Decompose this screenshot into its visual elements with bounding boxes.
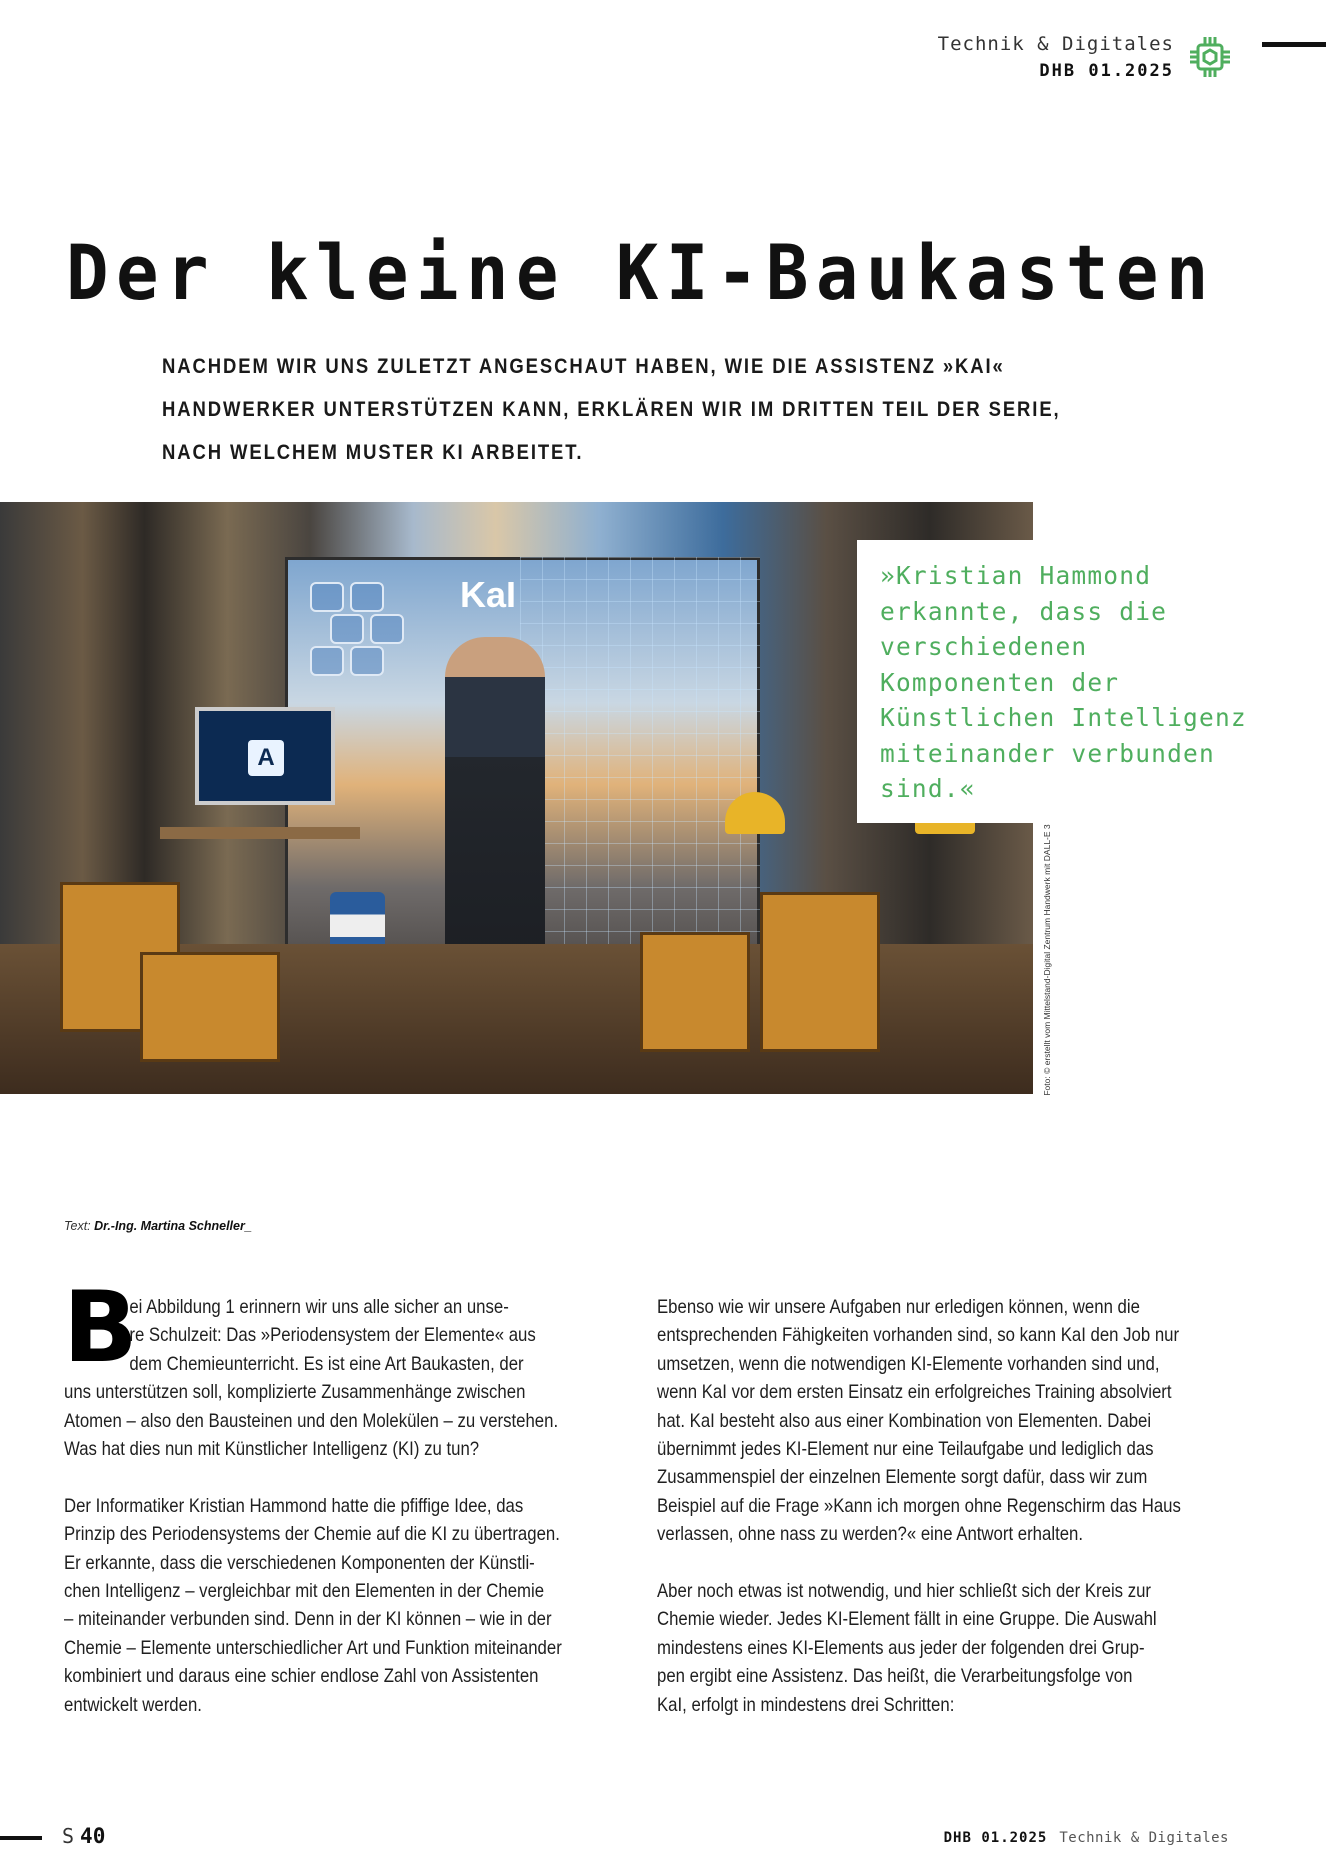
footer-section: Technik & Digitales xyxy=(1059,1830,1229,1846)
body-line: verlassen, ohne nass zu werden?« eine Antwort erhalten. xyxy=(657,1523,1084,1546)
hexagon-icon xyxy=(350,646,384,676)
body-line: Beispiel auf die Frage »Kann ich morgen ohne Regenschirm das Haus xyxy=(657,1494,1181,1517)
body-line: Atomen – also den Bausteinen und den Molekülen – zu verstehen. xyxy=(64,1409,559,1432)
body-line: – miteinander verbunden sind. Denn in der KI können – wie in der xyxy=(64,1608,552,1631)
body-line: Zusammenspiel der einzelnen Elemente sorgt dafür, dass wir zum xyxy=(657,1466,1148,1489)
photo-credit xyxy=(1033,826,1061,1094)
footer-rule xyxy=(0,1836,42,1840)
page-number xyxy=(62,1824,105,1848)
photo-toolbox xyxy=(640,932,750,1052)
body-column-left xyxy=(64,1293,645,1719)
body-line: mindestens eines KI-Elements aus jeder der folgenden drei Grup- xyxy=(657,1636,1145,1659)
body-line: dem Chemieunterricht. Es ist eine Art Baukasten, der xyxy=(129,1352,524,1375)
footer-info xyxy=(944,1830,1229,1846)
drop-cap: B xyxy=(63,1271,138,1385)
hexagon-icon xyxy=(310,646,344,676)
photo-toolbox xyxy=(140,952,280,1062)
lead-line: HANDWERKER UNTERSTÜTZEN KANN, ERKLÄREN WIR IM DRITTEN TEIL DER SERIE, xyxy=(162,397,1061,421)
body-line: entwickelt werden. xyxy=(64,1693,202,1716)
byline-prefix: Text: xyxy=(64,1219,91,1233)
article-lead xyxy=(162,345,1082,474)
body-line: chen Intelligenz – vergleichbar mit den Elementen in der Chemie xyxy=(64,1580,545,1603)
hexagon-icon xyxy=(330,614,364,644)
body-line: hat. KaI besteht also aus einer Kombination von Elementen. Dabei xyxy=(657,1409,1152,1432)
quote-line: Komponenten der xyxy=(880,667,1120,697)
section-label: Technik & Digitales xyxy=(937,33,1174,55)
photo-desk xyxy=(160,827,360,839)
body-line: entsprechenden Fähigkeiten vorhanden sind, so kann KaI den Job nur xyxy=(657,1324,1180,1347)
quote-line: »Kristian Hammond xyxy=(880,561,1152,590)
body-line: umsetzen, wenn die notwendigen KI-Elemente vorhanden sind und, xyxy=(657,1352,1160,1375)
body-line: KaI, erfolgt in mindestens drei Schritten: xyxy=(657,1693,955,1716)
body-line: Was hat dies nun mit Künstlicher Intelligenz (KI) zu tun? xyxy=(64,1438,480,1461)
body-line: Chemie – Elemente unterschiedlicher Art und Funktion miteinander xyxy=(64,1636,562,1659)
body-line: übernimmt jedes KI-Element nur eine Teilaufgabe und lediglich das xyxy=(657,1438,1154,1461)
body-column-right xyxy=(657,1293,1238,1719)
lead-line: NACHDEM WIR UNS ZULETZT ANGESCHAUT HABEN, WIE DIE ASSISTENZ »KAI« xyxy=(162,354,1005,378)
quote-line: sind.« xyxy=(880,774,976,803)
lead-line: NACH WELCHEM MUSTER KI ARBEITET. xyxy=(162,440,584,464)
quote-line: miteinander verbunden xyxy=(880,738,1215,768)
body-line: wenn KaI vor dem ersten Einsatz ein erfolgreiches Training absolviert xyxy=(657,1381,1172,1404)
lock-icon: A xyxy=(248,740,284,776)
body-line: kombiniert und daraus eine schier endlose Zahl von Assistenten xyxy=(64,1665,539,1688)
page-number-value: 40 xyxy=(80,1824,106,1848)
body-line: Ebenso wie wir unsere Aufgaben nur erledigen können, wenn die xyxy=(657,1296,1140,1318)
pull-quote xyxy=(880,558,1245,807)
body-line: Chemie wieder. Jedes KI-Element fällt in eine Gruppe. Die Auswahl xyxy=(657,1608,1157,1631)
quote-line: erkannte, dass die xyxy=(880,596,1168,626)
body-line: Der Informatiker Kristian Hammond hatte die pfiffige Idee, das xyxy=(64,1494,524,1517)
photo-ai-grid-overlay xyxy=(520,557,760,972)
body-line: ei Abbildung 1 erinnern wir uns alle sicher an unse- xyxy=(129,1296,509,1318)
body-line: re Schulzeit: Das »Periodensystem der Elemente« aus xyxy=(129,1324,536,1347)
photo-credit-text: Foto: © erstellt vom Mittelstand-Digital Zentrum Handwerk mit DALL-E 3 xyxy=(1042,824,1052,1096)
body-line: Prinzip des Periodensystems der Chemie auf die KI zu übertragen. xyxy=(64,1523,560,1546)
hexagon-icon xyxy=(370,614,404,644)
pull-quote-box xyxy=(857,540,1245,823)
footer-issue: DHB 01.2025 xyxy=(943,1830,1048,1846)
body-line: Er erkannte, dass die verschiedenen Komponenten der Künstli- xyxy=(64,1551,535,1574)
issue-label: DHB 01.2025 xyxy=(1039,61,1174,81)
quote-line: verschiedenen xyxy=(880,632,1088,661)
photo-kai-label: KaI xyxy=(460,574,517,615)
header-rule xyxy=(1262,42,1326,47)
body-line: Aber noch etwas ist notwendig, und hier schließt sich der Kreis zur xyxy=(657,1580,1152,1603)
byline xyxy=(64,1219,252,1233)
hexagon-icon xyxy=(310,582,344,612)
body-line: uns unterstützen soll, komplizierte Zusammenhänge zwischen xyxy=(64,1381,526,1404)
quote-line: Künstlichen Intelligenz xyxy=(880,703,1247,732)
hexagon-icon xyxy=(350,582,384,612)
chip-icon xyxy=(1188,35,1232,79)
byline-author: Dr.-Ing. Martina Schneller_ xyxy=(94,1219,252,1233)
body-line: pen ergibt eine Assistenz. Das heißt, die Verarbeitungsfolge von xyxy=(657,1665,1133,1688)
article-title: Der kleine KI-Baukasten xyxy=(66,228,1216,317)
photo-toolbox xyxy=(760,892,880,1052)
page-prefix: S xyxy=(62,1824,75,1848)
